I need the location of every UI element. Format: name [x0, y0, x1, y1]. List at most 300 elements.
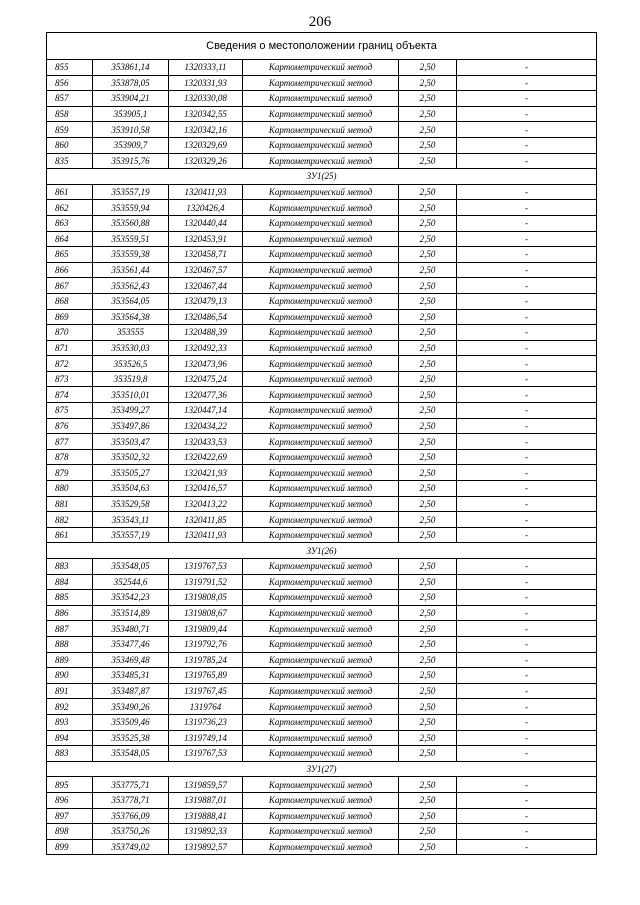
method-cell: Картометрический метод: [243, 325, 399, 341]
point-number-cell: 858: [47, 106, 93, 122]
point-number-cell: 897: [47, 808, 93, 824]
method-cell: Картометрический метод: [243, 309, 399, 325]
table-row: [47, 668, 597, 684]
page-number: 206: [308, 14, 332, 30]
description-cell: -: [457, 496, 597, 512]
accuracy-cell: 2,50: [399, 730, 457, 746]
accuracy-cell: 2,50: [399, 668, 457, 684]
description-cell: -: [457, 559, 597, 575]
method-cell: Картометрический метод: [243, 340, 399, 356]
method-cell: Картометрический метод: [243, 122, 399, 138]
coordinate-y-cell: 1319767,45: [169, 683, 243, 699]
point-number-cell: 860: [47, 137, 93, 153]
accuracy-cell: 2,50: [399, 683, 457, 699]
method-cell: Картометрический метод: [243, 777, 399, 793]
table-row: [47, 730, 597, 746]
description-cell: -: [457, 106, 597, 122]
table-row: [47, 418, 597, 434]
description-cell: -: [457, 605, 597, 621]
accuracy-cell: 2,50: [399, 200, 457, 216]
coordinate-y-cell: 1320333,11: [169, 60, 243, 76]
coordinate-x-cell: 353543,11: [93, 512, 169, 528]
accuracy-cell: 2,50: [399, 746, 457, 762]
coordinate-x-cell: 353485,31: [93, 668, 169, 684]
coordinate-y-cell: 1320458,71: [169, 247, 243, 263]
accuracy-cell: 2,50: [399, 403, 457, 419]
coordinate-y-cell: 1320331,93: [169, 75, 243, 91]
table-row: [47, 153, 597, 169]
coordinate-x-cell: 353564,38: [93, 309, 169, 325]
accuracy-cell: 2,50: [399, 777, 457, 793]
accuracy-cell: 2,50: [399, 512, 457, 528]
description-cell: -: [457, 683, 597, 699]
accuracy-cell: 2,50: [399, 590, 457, 606]
accuracy-cell: 2,50: [399, 262, 457, 278]
coordinate-y-cell: 1320411,93: [169, 184, 243, 200]
point-number-cell: 869: [47, 309, 93, 325]
coordinate-x-cell: 353469,48: [93, 652, 169, 668]
description-cell: -: [457, 621, 597, 637]
method-cell: Картометрический метод: [243, 808, 399, 824]
point-number-cell: 857: [47, 91, 93, 107]
coordinate-x-cell: 353525,38: [93, 730, 169, 746]
table-row: [47, 636, 597, 652]
point-number-cell: 898: [47, 824, 93, 840]
method-cell: Картометрический метод: [243, 714, 399, 730]
coordinate-y-cell: 1320447,14: [169, 403, 243, 419]
method-cell: Картометрический метод: [243, 699, 399, 715]
method-cell: Картометрический метод: [243, 730, 399, 746]
description-cell: -: [457, 309, 597, 325]
coordinate-x-cell: 353910,58: [93, 122, 169, 138]
coordinate-x-cell: 353480,71: [93, 621, 169, 637]
coordinate-y-cell: 1319887,01: [169, 792, 243, 808]
coordinate-x-cell: 353548,05: [93, 559, 169, 575]
table-row: [47, 278, 597, 294]
description-cell: -: [457, 122, 597, 138]
accuracy-cell: 2,50: [399, 481, 457, 497]
table-row: [47, 293, 597, 309]
description-cell: -: [457, 356, 597, 372]
method-cell: Картометрический метод: [243, 418, 399, 434]
description-cell: -: [457, 590, 597, 606]
method-cell: Картометрический метод: [243, 293, 399, 309]
coordinate-y-cell: 1319765,89: [169, 668, 243, 684]
coordinate-x-cell: 353505,27: [93, 465, 169, 481]
table-row: [47, 683, 597, 699]
description-cell: -: [457, 512, 597, 528]
point-number-cell: 885: [47, 590, 93, 606]
point-number-cell: 899: [47, 839, 93, 855]
table-row: [47, 434, 597, 450]
point-number-cell: 879: [47, 465, 93, 481]
accuracy-cell: 2,50: [399, 75, 457, 91]
table-row: [47, 605, 597, 621]
accuracy-cell: 2,50: [399, 527, 457, 543]
accuracy-cell: 2,50: [399, 106, 457, 122]
accuracy-cell: 2,50: [399, 449, 457, 465]
description-cell: -: [457, 699, 597, 715]
table-row: [47, 184, 597, 200]
table-row: [47, 699, 597, 715]
coordinate-x-cell: 353775,71: [93, 777, 169, 793]
accuracy-cell: 2,50: [399, 309, 457, 325]
table-row: [47, 621, 597, 637]
description-cell: -: [457, 636, 597, 652]
coordinate-x-cell: 353509,46: [93, 714, 169, 730]
group-row: [47, 543, 597, 559]
coordinate-x-cell: 353490,26: [93, 699, 169, 715]
coordinate-y-cell: 1320422,69: [169, 449, 243, 465]
coordinate-x-cell: 353510,01: [93, 387, 169, 403]
coordinate-y-cell: 1319808,05: [169, 590, 243, 606]
point-number-cell: 877: [47, 434, 93, 450]
point-number-cell: 880: [47, 481, 93, 497]
description-cell: -: [457, 60, 597, 76]
table-row: [47, 403, 597, 419]
accuracy-cell: 2,50: [399, 808, 457, 824]
group-label: ЗУ1(25): [47, 169, 597, 185]
point-number-cell: 859: [47, 122, 93, 138]
coordinate-y-cell: 1320486,54: [169, 309, 243, 325]
accuracy-cell: 2,50: [399, 496, 457, 512]
method-cell: Картометрический метод: [243, 200, 399, 216]
accuracy-cell: 2,50: [399, 574, 457, 590]
coordinate-x-cell: 353555: [93, 325, 169, 341]
coordinate-x-cell: 353529,58: [93, 496, 169, 512]
accuracy-cell: 2,50: [399, 652, 457, 668]
coordinate-y-cell: 1320329,69: [169, 137, 243, 153]
description-cell: -: [457, 403, 597, 419]
coordinate-y-cell: 1320426,4: [169, 200, 243, 216]
coordinate-x-cell: 353526,5: [93, 356, 169, 372]
accuracy-cell: 2,50: [399, 91, 457, 107]
table-row: [47, 792, 597, 808]
accuracy-cell: 2,50: [399, 621, 457, 637]
table-row: [47, 824, 597, 840]
point-number-cell: 861: [47, 184, 93, 200]
coordinate-x-cell: 353905,1: [93, 106, 169, 122]
point-number-cell: 873: [47, 371, 93, 387]
point-number-cell: 896: [47, 792, 93, 808]
coordinate-y-cell: 1320477,36: [169, 387, 243, 403]
method-cell: Картометрический метод: [243, 449, 399, 465]
method-cell: Картометрический метод: [243, 231, 399, 247]
coordinate-y-cell: 1320475,24: [169, 371, 243, 387]
description-cell: -: [457, 247, 597, 263]
description-cell: -: [457, 153, 597, 169]
method-cell: Картометрический метод: [243, 153, 399, 169]
accuracy-cell: 2,50: [399, 418, 457, 434]
description-cell: -: [457, 215, 597, 231]
description-cell: -: [457, 137, 597, 153]
table-body: [47, 33, 597, 855]
coordinate-y-cell: 1319809,44: [169, 621, 243, 637]
method-cell: Картометрический метод: [243, 75, 399, 91]
point-number-cell: 866: [47, 262, 93, 278]
description-cell: -: [457, 574, 597, 590]
accuracy-cell: 2,50: [399, 434, 457, 450]
point-number-cell: 887: [47, 621, 93, 637]
coordinate-y-cell: 1320440,44: [169, 215, 243, 231]
accuracy-cell: 2,50: [399, 371, 457, 387]
method-cell: Картометрический метод: [243, 792, 399, 808]
coordinate-y-cell: 1320421,93: [169, 465, 243, 481]
method-cell: Картометрический метод: [243, 215, 399, 231]
point-number-cell: 884: [47, 574, 93, 590]
point-number-cell: 867: [47, 278, 93, 294]
description-cell: -: [457, 387, 597, 403]
point-number-cell: 883: [47, 746, 93, 762]
method-cell: Картометрический метод: [243, 605, 399, 621]
table-row: [47, 387, 597, 403]
table-row: [47, 200, 597, 216]
table-row: [47, 247, 597, 263]
coordinate-x-cell: 352544,6: [93, 574, 169, 590]
point-number-cell: 891: [47, 683, 93, 699]
point-number-cell: 886: [47, 605, 93, 621]
coordinate-x-cell: 353915,76: [93, 153, 169, 169]
table-row: [47, 75, 597, 91]
description-cell: -: [457, 293, 597, 309]
coordinate-y-cell: 1319736,23: [169, 714, 243, 730]
point-number-cell: 893: [47, 714, 93, 730]
point-number-cell: 865: [47, 247, 93, 263]
table-row: [47, 574, 597, 590]
method-cell: Картометрический метод: [243, 60, 399, 76]
method-cell: Картометрический метод: [243, 184, 399, 200]
point-number-cell: 856: [47, 75, 93, 91]
point-number-cell: 870: [47, 325, 93, 341]
description-cell: -: [457, 262, 597, 278]
coordinate-x-cell: 353564,05: [93, 293, 169, 309]
description-cell: -: [457, 434, 597, 450]
coordinate-y-cell: 1320413,22: [169, 496, 243, 512]
description-cell: -: [457, 418, 597, 434]
method-cell: Картометрический метод: [243, 137, 399, 153]
table-row: [47, 91, 597, 107]
method-cell: Картометрический метод: [243, 512, 399, 528]
table-title-row: [47, 33, 597, 60]
group-row: [47, 169, 597, 185]
description-cell: -: [457, 371, 597, 387]
coordinate-y-cell: 1320433,53: [169, 434, 243, 450]
table-row: [47, 262, 597, 278]
coordinate-x-cell: 353514,89: [93, 605, 169, 621]
description-cell: -: [457, 839, 597, 855]
table-row: [47, 122, 597, 138]
point-number-cell: 863: [47, 215, 93, 231]
coordinate-x-cell: 353778,71: [93, 792, 169, 808]
coordinate-x-cell: 353560,88: [93, 215, 169, 231]
coordinate-y-cell: 1320492,33: [169, 340, 243, 356]
description-cell: -: [457, 340, 597, 356]
coordinate-y-cell: 1320434,22: [169, 418, 243, 434]
method-cell: Картометрический метод: [243, 91, 399, 107]
method-cell: Картометрический метод: [243, 434, 399, 450]
coordinate-x-cell: 353749,02: [93, 839, 169, 855]
coordinate-y-cell: 1319764: [169, 699, 243, 715]
table-row: [47, 465, 597, 481]
boundary-table: [46, 32, 597, 855]
accuracy-cell: 2,50: [399, 792, 457, 808]
table-row: [47, 481, 597, 497]
coordinate-y-cell: 1320342,55: [169, 106, 243, 122]
point-number-cell: 882: [47, 512, 93, 528]
table-row: [47, 356, 597, 372]
point-number-cell: 888: [47, 636, 93, 652]
method-cell: Картометрический метод: [243, 371, 399, 387]
method-cell: Картометрический метод: [243, 668, 399, 684]
coordinate-x-cell: 353499,27: [93, 403, 169, 419]
description-cell: -: [457, 278, 597, 294]
point-number-cell: 874: [47, 387, 93, 403]
coordinate-x-cell: 353904,21: [93, 91, 169, 107]
accuracy-cell: 2,50: [399, 356, 457, 372]
coordinate-y-cell: 1320416,57: [169, 481, 243, 497]
accuracy-cell: 2,50: [399, 387, 457, 403]
coordinate-x-cell: 353562,43: [93, 278, 169, 294]
method-cell: Картометрический метод: [243, 387, 399, 403]
accuracy-cell: 2,50: [399, 824, 457, 840]
table-row: [47, 590, 597, 606]
description-cell: -: [457, 714, 597, 730]
coordinate-x-cell: 353504,63: [93, 481, 169, 497]
accuracy-cell: 2,50: [399, 699, 457, 715]
group-label: ЗУ1(27): [47, 761, 597, 777]
point-number-cell: 855: [47, 60, 93, 76]
point-number-cell: 881: [47, 496, 93, 512]
method-cell: Картометрический метод: [243, 574, 399, 590]
description-cell: -: [457, 792, 597, 808]
method-cell: Картометрический метод: [243, 621, 399, 637]
coordinate-y-cell: 1319767,53: [169, 746, 243, 762]
method-cell: Картометрический метод: [243, 106, 399, 122]
table-row: [47, 512, 597, 528]
accuracy-cell: 2,50: [399, 293, 457, 309]
table-row: [47, 496, 597, 512]
table-row: [47, 371, 597, 387]
coordinate-x-cell: 353519,8: [93, 371, 169, 387]
point-number-cell: 835: [47, 153, 93, 169]
coordinate-y-cell: 1319767,53: [169, 559, 243, 575]
accuracy-cell: 2,50: [399, 153, 457, 169]
description-cell: -: [457, 746, 597, 762]
method-cell: Картометрический метод: [243, 636, 399, 652]
coordinate-y-cell: 1319859,57: [169, 777, 243, 793]
coordinate-x-cell: 353487,87: [93, 683, 169, 699]
table-row: [47, 808, 597, 824]
point-number-cell: 895: [47, 777, 93, 793]
coordinate-y-cell: 1320488,39: [169, 325, 243, 341]
point-number-cell: 892: [47, 699, 93, 715]
accuracy-cell: 2,50: [399, 122, 457, 138]
description-cell: -: [457, 808, 597, 824]
coordinate-y-cell: 1319808,67: [169, 605, 243, 621]
accuracy-cell: 2,50: [399, 714, 457, 730]
accuracy-cell: 2,50: [399, 636, 457, 652]
point-number-cell: 889: [47, 652, 93, 668]
method-cell: Картометрический метод: [243, 683, 399, 699]
description-cell: -: [457, 652, 597, 668]
table-row: [47, 839, 597, 855]
point-number-cell: 883: [47, 559, 93, 575]
coordinate-y-cell: 1319792,76: [169, 636, 243, 652]
accuracy-cell: 2,50: [399, 325, 457, 341]
coordinate-y-cell: 1320411,93: [169, 527, 243, 543]
coordinate-y-cell: 1320342,16: [169, 122, 243, 138]
table-row: [47, 309, 597, 325]
method-cell: Картометрический метод: [243, 262, 399, 278]
table-row: [47, 231, 597, 247]
coordinate-y-cell: 1319791,52: [169, 574, 243, 590]
table-row: [47, 340, 597, 356]
coordinate-x-cell: 353530,03: [93, 340, 169, 356]
table-row: [47, 325, 597, 341]
coordinate-x-cell: 353909,7: [93, 137, 169, 153]
table-row: [47, 106, 597, 122]
table-row: [47, 449, 597, 465]
method-cell: Картометрический метод: [243, 824, 399, 840]
coordinate-y-cell: 1319892,33: [169, 824, 243, 840]
method-cell: Картометрический метод: [243, 247, 399, 263]
point-number-cell: 876: [47, 418, 93, 434]
table-row: [47, 714, 597, 730]
coordinate-y-cell: 1319888,41: [169, 808, 243, 824]
table-row: [47, 215, 597, 231]
accuracy-cell: 2,50: [399, 60, 457, 76]
method-cell: Картометрический метод: [243, 839, 399, 855]
method-cell: Картометрический метод: [243, 590, 399, 606]
coordinate-y-cell: 1319892,57: [169, 839, 243, 855]
coordinate-x-cell: 353503,47: [93, 434, 169, 450]
method-cell: Картометрический метод: [243, 465, 399, 481]
table-row: [47, 746, 597, 762]
coordinate-x-cell: 353557,19: [93, 527, 169, 543]
description-cell: -: [457, 91, 597, 107]
point-number-cell: 864: [47, 231, 93, 247]
coordinate-y-cell: 1319749,14: [169, 730, 243, 746]
group-label: ЗУ1(26): [47, 543, 597, 559]
coordinate-x-cell: 353548,05: [93, 746, 169, 762]
description-cell: -: [457, 325, 597, 341]
group-row: [47, 761, 597, 777]
point-number-cell: 894: [47, 730, 93, 746]
accuracy-cell: 2,50: [399, 605, 457, 621]
coordinate-x-cell: 353559,38: [93, 247, 169, 263]
coordinate-x-cell: 353497,86: [93, 418, 169, 434]
point-number-cell: 872: [47, 356, 93, 372]
coordinate-x-cell: 353477,46: [93, 636, 169, 652]
description-cell: -: [457, 527, 597, 543]
point-number-cell: 871: [47, 340, 93, 356]
coordinate-y-cell: 1320473,96: [169, 356, 243, 372]
point-number-cell: 862: [47, 200, 93, 216]
table-title: Сведения о местоположении границ объекта: [47, 33, 597, 60]
accuracy-cell: 2,50: [399, 247, 457, 263]
accuracy-cell: 2,50: [399, 184, 457, 200]
method-cell: Картометрический метод: [243, 481, 399, 497]
coordinate-x-cell: 353766,09: [93, 808, 169, 824]
coordinate-y-cell: 1320467,44: [169, 278, 243, 294]
description-cell: -: [457, 668, 597, 684]
point-number-cell: 878: [47, 449, 93, 465]
table-row: [47, 777, 597, 793]
method-cell: Картометрический метод: [243, 559, 399, 575]
method-cell: Картометрический метод: [243, 278, 399, 294]
coordinate-y-cell: 1320453,91: [169, 231, 243, 247]
table-row: [47, 60, 597, 76]
